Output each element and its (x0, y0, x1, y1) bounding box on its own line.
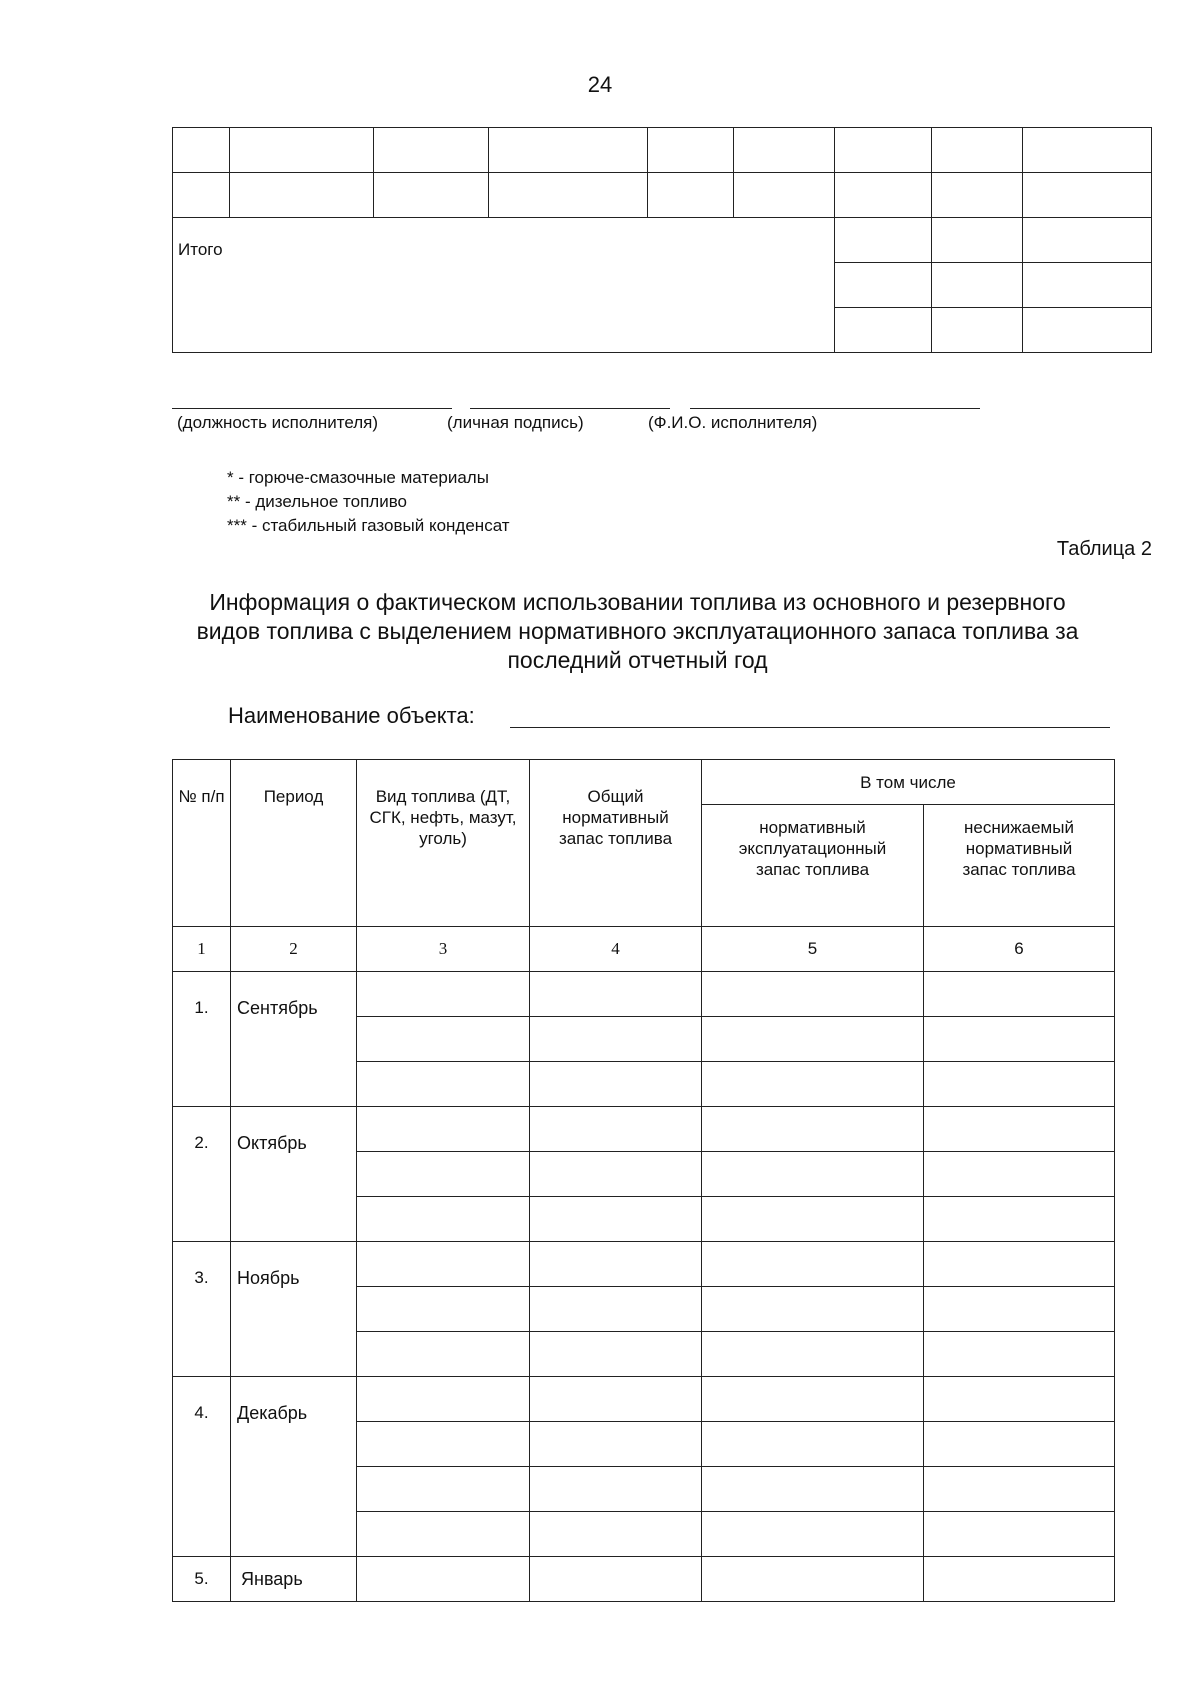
header-index: № п/п (173, 760, 231, 927)
fuel-usage-table (172, 759, 1115, 1602)
row-period: Ноябрь (231, 1242, 357, 1377)
object-name-label: Наименование объекта: (228, 703, 475, 728)
name-line (690, 408, 980, 409)
table-row (173, 173, 1152, 218)
footnote: * - горюче-смазочные материалы (227, 468, 489, 487)
header-nonreducible-reserve: неснижаемый нормативный запас топлива (924, 805, 1115, 927)
page-number: 24 (587, 72, 613, 97)
table-1-continuation (172, 127, 1152, 353)
header-total-reserve: Общий нормативный запас топлива (530, 760, 702, 927)
row-index: 4. (173, 1377, 231, 1557)
header-row (173, 760, 1115, 805)
column-numbers-row: 1 2 3 4 5 6 (173, 927, 1115, 972)
header-operational-reserve: нормативный эксплуатационный запас топлива (702, 805, 924, 927)
object-name-field[interactable] (510, 727, 1110, 728)
header-fuel-type: Вид топлива (ДТ, СГК, нефть, мазут, уголь) (357, 760, 530, 927)
document-title: Информация о фактическом использовании топлива из основного и резервного видов топлива с выделением нормативного эксплуатационного запаса топлива за последний отчетный год (196, 589, 1079, 673)
row-index: 5. (173, 1557, 231, 1602)
table-row (173, 1107, 1115, 1152)
table-row (173, 1557, 1115, 1602)
row-index: 2. (173, 1107, 231, 1242)
total-label: Итого (178, 240, 223, 259)
position-caption: (должность исполнителя) (177, 413, 379, 432)
footnotes (227, 466, 510, 538)
row-index: 1. (173, 972, 231, 1107)
header-including: В том числе (702, 760, 1115, 805)
table-row (173, 972, 1115, 1017)
row-period: Январь (231, 1557, 357, 1602)
table-row (173, 1242, 1115, 1287)
row-period: Декабрь (231, 1377, 357, 1557)
total-label-cell (173, 218, 835, 353)
table-row (173, 128, 1152, 173)
header-period: Период (231, 760, 357, 927)
total-row (173, 218, 1152, 263)
table-2-label: Таблица 2 (1056, 538, 1152, 560)
row-index: 3. (173, 1242, 231, 1377)
row-period: Октябрь (231, 1107, 357, 1242)
table-row (173, 1377, 1115, 1422)
position-line (172, 408, 452, 409)
row-period: Сентябрь (231, 972, 357, 1107)
name-caption: (Ф.И.О. исполнителя) (648, 413, 818, 432)
signature-line (470, 408, 670, 409)
footnote: ** - дизельное топливо (227, 492, 408, 511)
footnote: *** - стабильный газовый конденсат (227, 516, 510, 535)
signature-caption: (личная подпись) (447, 413, 584, 432)
